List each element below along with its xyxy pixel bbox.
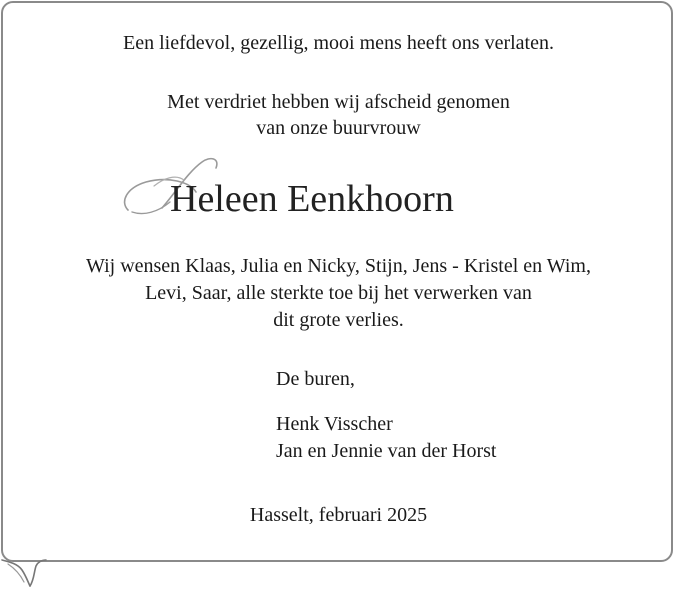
place-date: Hasselt, februari 2025 — [249, 504, 428, 526]
deceased-name: Heleen Eenkhoorn — [170, 178, 454, 220]
signature-intro: De buren, — [276, 368, 355, 390]
ribbon-curl-ornament-icon — [0, 552, 50, 590]
intro-line-2: van onze buurvrouw — [256, 117, 421, 139]
intro-line-1: Met verdriet hebben wij afscheid genomen — [167, 91, 510, 113]
wish-line-2: Levi, Saar, alle sterkte toe bij het verwerken van — [145, 282, 532, 304]
deceased-name-row — [0, 152, 677, 230]
signer-2: Jan en Jennie van der Horst — [276, 440, 497, 462]
opening-line: Een liefdevol, gezellig, mooi mens heeft ons verlaten. — [123, 32, 554, 54]
signer-1: Henk Visscher — [276, 413, 393, 435]
wish-line-3: dit grote verlies. — [273, 309, 404, 331]
wish-line-1: Wij wensen Klaas, Julia en Nicky, Stijn, Jens - Kristel en Wim, — [86, 255, 591, 277]
